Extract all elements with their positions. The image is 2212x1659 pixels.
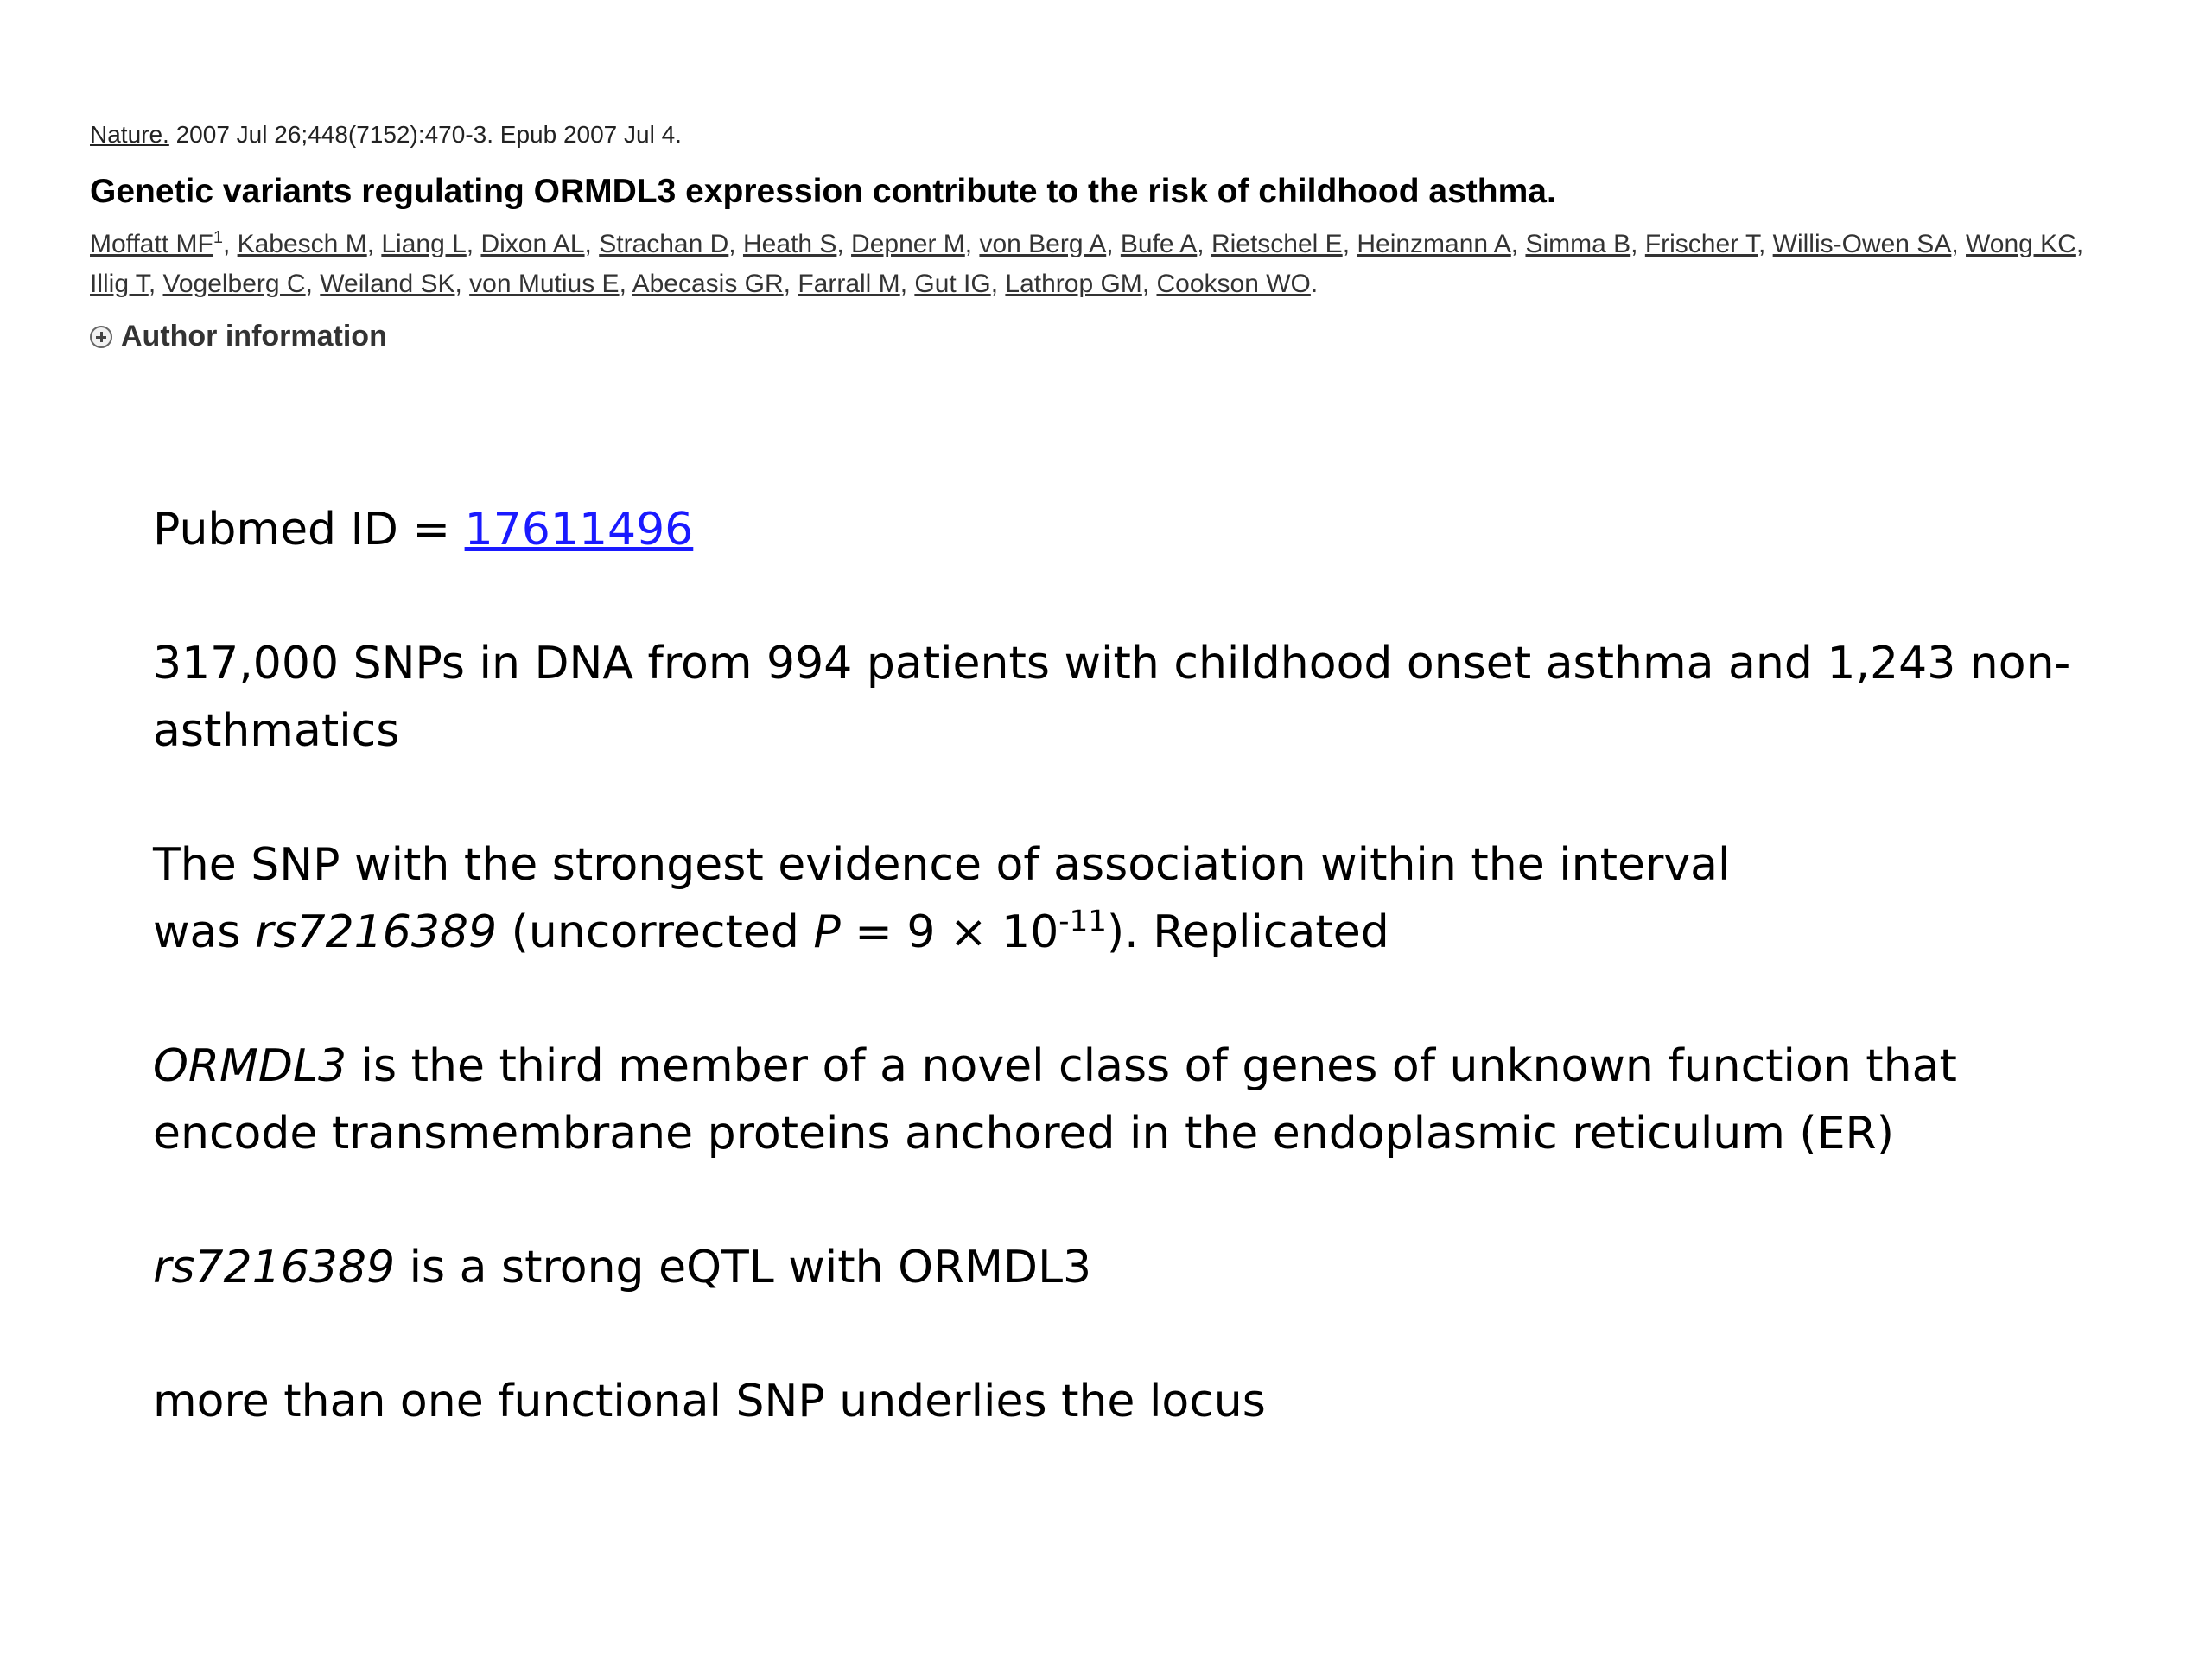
functional-snp-statement: more than one functional SNP underlies the locus bbox=[153, 1376, 1266, 1427]
author-separator: , bbox=[1141, 270, 1157, 298]
eqtl-text: is a strong eQTL with ORMDL3 bbox=[395, 1242, 1092, 1294]
eqtl-snp-id: rs7216389 bbox=[153, 1242, 396, 1294]
author-separator: , bbox=[222, 230, 238, 258]
author-separator: , bbox=[454, 270, 470, 298]
author-link[interactable]: Gut IG bbox=[914, 270, 991, 298]
author-separator: , bbox=[964, 230, 980, 258]
author-link[interactable]: Liang L bbox=[381, 230, 467, 258]
author-link[interactable]: Kabesch M bbox=[237, 230, 367, 258]
author-separator: , bbox=[1951, 230, 1967, 258]
citation-details: 2007 Jul 26;448(7152):470-3. Epub 2007 Jul 4. bbox=[168, 121, 682, 148]
author-separator: , bbox=[1510, 230, 1526, 258]
author-link[interactable]: Illig T bbox=[90, 270, 149, 298]
author-separator: , bbox=[783, 270, 798, 298]
author-link[interactable]: Rietschel E bbox=[1211, 230, 1343, 258]
association-tail: ). Replicated bbox=[1106, 906, 1389, 958]
author-separator: , bbox=[584, 230, 600, 258]
snps-summary: 317,000 SNPs in DNA from 994 patients with childhood onset asthma and 1,243 non-asthmatics bbox=[153, 638, 2071, 757]
author-separator: , bbox=[1630, 230, 1645, 258]
citation-block bbox=[90, 118, 2103, 353]
author-link[interactable]: Depner M bbox=[851, 230, 965, 258]
pubmed-id-line bbox=[153, 496, 2097, 563]
author-link[interactable]: Simma B bbox=[1525, 230, 1631, 258]
author-separator: , bbox=[1197, 230, 1211, 258]
ormdl3-text: is the third member of a novel class of genes of unknown function that encode transmembrane proteins anchored in the endoplasmic reticulum (ER) bbox=[153, 1040, 1957, 1160]
author-separator: , bbox=[2075, 230, 2084, 258]
author-link[interactable]: Heath S bbox=[742, 230, 837, 258]
association-line-1: The SNP with the strongest evidence of association within the interval bbox=[153, 839, 1731, 891]
ormdl3-gene-name: ORMDL3 bbox=[153, 1040, 347, 1092]
author-separator: , bbox=[619, 270, 632, 298]
ormdl3-description bbox=[153, 1033, 2097, 1167]
author-separator: , bbox=[148, 270, 163, 298]
author-link[interactable]: von Berg A bbox=[979, 230, 1107, 258]
author-separator: . bbox=[1310, 270, 1319, 298]
author-link[interactable]: von Mutius E bbox=[469, 270, 620, 298]
author-link[interactable]: Heinzmann A bbox=[1357, 230, 1511, 258]
author-link[interactable]: Strachan D bbox=[599, 230, 729, 258]
author-link[interactable]: Dixon AL bbox=[480, 230, 585, 258]
notes-body bbox=[153, 496, 2097, 1435]
association-uncorrected: (uncorrected bbox=[497, 906, 814, 958]
p-value-exponent: -11 bbox=[1058, 904, 1107, 939]
pubmed-id-label: Pubmed ID = bbox=[153, 504, 465, 556]
author-separator: , bbox=[728, 230, 743, 258]
p-value: = 9 × 10 bbox=[840, 906, 1059, 958]
author-separator: , bbox=[990, 270, 1006, 298]
author-link[interactable]: Weiland SK bbox=[320, 270, 455, 298]
author-link[interactable]: Bufe A bbox=[1120, 230, 1198, 258]
author-separator: , bbox=[836, 230, 852, 258]
author-link[interactable]: Willis-Owen SA bbox=[1772, 230, 1952, 258]
author-separator: , bbox=[1106, 230, 1121, 258]
author-link[interactable]: Cookson WO bbox=[1156, 270, 1311, 298]
association-finding bbox=[153, 831, 2097, 966]
author-link[interactable]: Frischer T bbox=[1644, 230, 1758, 258]
p-symbol: P bbox=[813, 906, 841, 958]
association-snp-id: rs7216389 bbox=[255, 906, 498, 958]
author-separator: , bbox=[899, 270, 915, 298]
author-information-toggle[interactable] bbox=[90, 320, 2103, 353]
author-separator: , bbox=[1758, 230, 1773, 258]
association-was: was bbox=[153, 906, 256, 958]
article-title: Genetic variants regulating ORMDL3 expression contribute to the risk of childhood asthma. bbox=[90, 173, 1556, 210]
author-separator: , bbox=[466, 230, 481, 258]
pubmed-id-link[interactable]: 17611496 bbox=[464, 504, 694, 556]
author-link[interactable]: Farrall M bbox=[798, 270, 900, 298]
author-separator: , bbox=[1342, 230, 1357, 258]
author-information-label[interactable]: Author information bbox=[121, 320, 387, 353]
author-link[interactable]: Vogelberg C bbox=[162, 270, 306, 298]
expand-plus-icon[interactable] bbox=[90, 326, 112, 348]
author-list bbox=[90, 225, 2103, 304]
author-separator: , bbox=[305, 270, 321, 298]
author-separator: , bbox=[366, 230, 382, 258]
citation-source bbox=[90, 118, 2103, 152]
journal-link[interactable]: Nature. bbox=[90, 121, 169, 148]
author-link[interactable]: Moffatt MF bbox=[90, 230, 213, 258]
affiliation-superscript[interactable]: 1 bbox=[213, 228, 223, 247]
author-link[interactable]: Wong KC bbox=[1966, 230, 2076, 258]
author-link[interactable]: Lathrop GM bbox=[1005, 270, 1142, 298]
author-link[interactable]: Abecasis GR bbox=[632, 270, 784, 298]
eqtl-statement bbox=[153, 1234, 2097, 1301]
